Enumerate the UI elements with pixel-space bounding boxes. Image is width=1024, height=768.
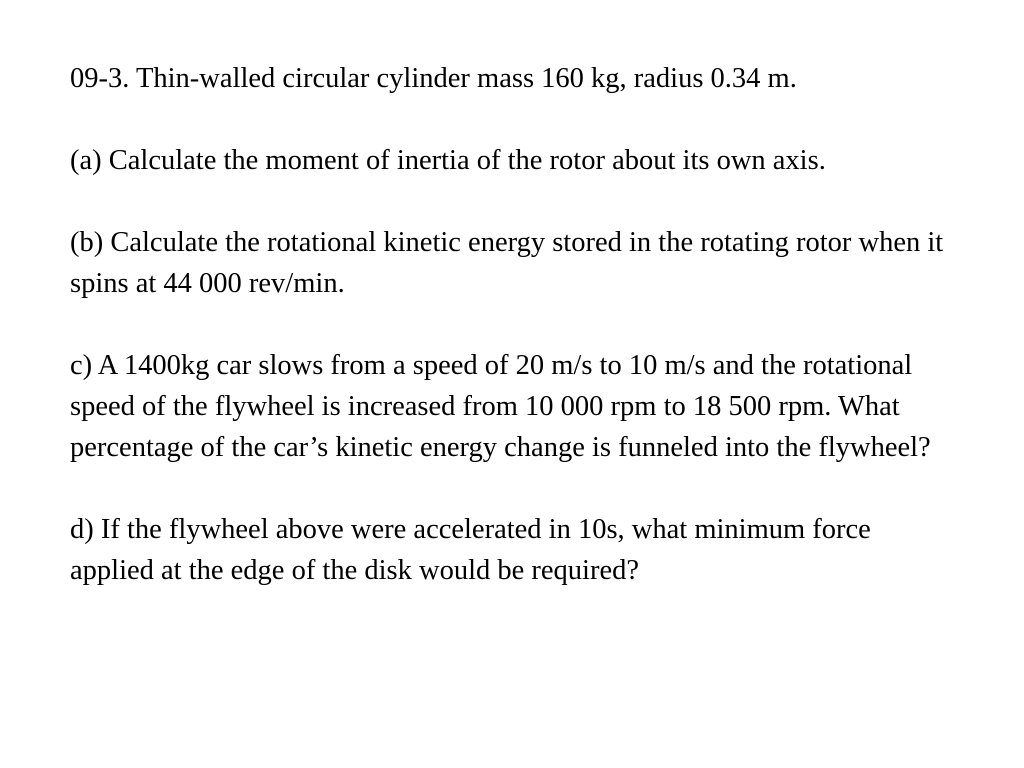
- question-d: d) If the flywheel above were accelerated in 10s, what minimum force applied at the edge of the disk would be required?: [70, 514, 871, 586]
- question-b: (b) Calculate the rotational kinetic energy stored in the rotating rotor when it spins at 44 000 rev/min.: [70, 227, 944, 299]
- question-c: c) A 1400kg car slows from a speed of 20 m/s to 10 m/s and the rotational speed of the flywheel is increased from 10 000 rpm to 18 500 rpm. What percentage of the car’s kinetic energy change is funneled into the flywheel?: [70, 350, 931, 463]
- slide-content: [70, 58, 960, 591]
- problem-heading: 09-3. Thin-walled circular cylinder mass 160 kg, radius 0.34 m.: [70, 63, 797, 94]
- question-a: (a) Calculate the moment of inertia of the rotor about its own axis.: [70, 145, 826, 176]
